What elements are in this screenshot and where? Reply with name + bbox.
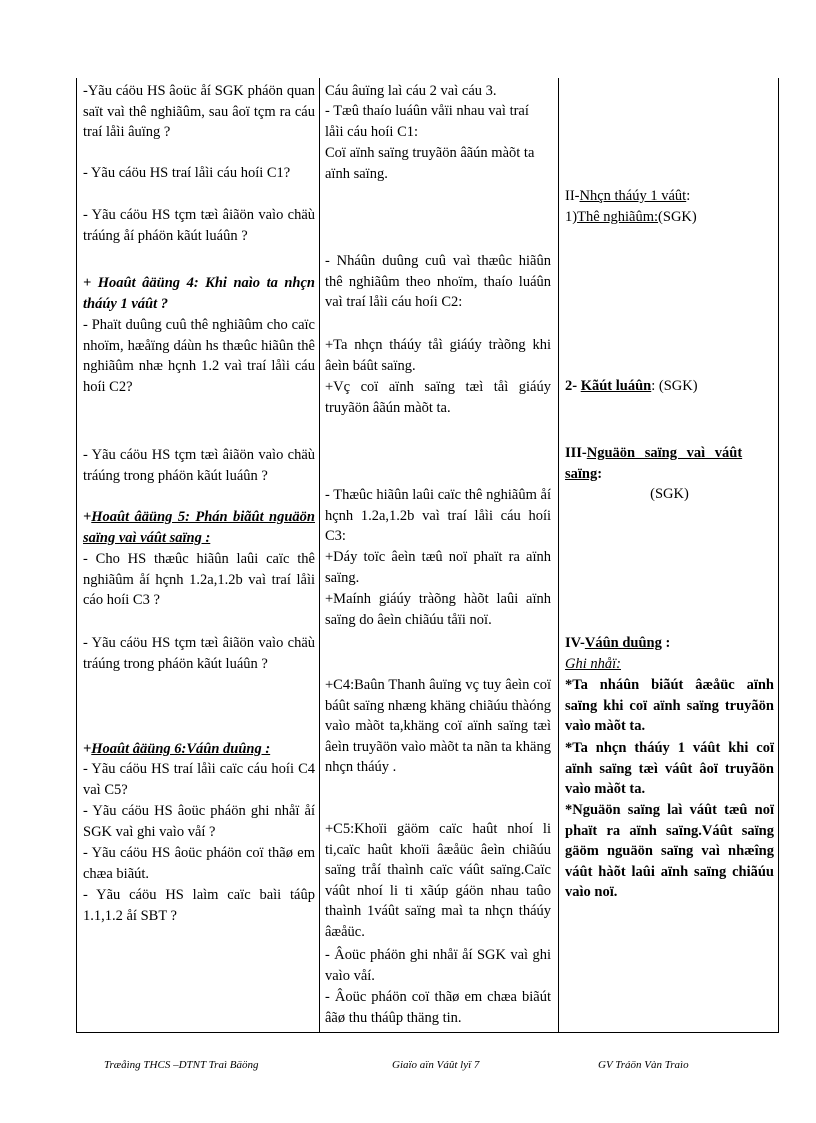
heading-text: Hoaût âäüng 6:Váûn duûng : [91, 741, 271, 757]
student-activity: +Vç coï aïnh saïng tæì tåì giáúy truyãön âãún màõt ta. [325, 379, 551, 416]
teacher-activity: - Phaït duûng cuû thê nghiãûm cho caïc nhoïm, hæåïng dáùn hs thæûc hiãûn thê nghiãûm nhæ hçnh 1.2 vaì traí låìi cáu hoíi C2? [83, 317, 315, 395]
footer-school: Træåìng THCS –DTNT Traì Bäöng [104, 1059, 259, 1071]
section-title: Nhçn tháúy 1 váût [579, 188, 687, 204]
teacher-activity: - Yãu cáöu HS traí låìi caïc cáu hoíi C4 vaì C5? [83, 761, 315, 798]
subsection-number: 1) [565, 209, 578, 225]
teacher-activity: - Cho HS thæûc hiãûn laûi caïc thê nghiãûm åí hçnh 1.2a,1.2b vaì traí låìi cáo hoíi C3 ? [83, 551, 315, 609]
subsection-ref: (SGK) [658, 209, 697, 225]
heading-prefix: + [83, 509, 92, 525]
section-number: III- [565, 445, 587, 461]
teacher-activity: - Yãu cáöu HS tçm tæì âiãön vaìo chäù tráúng trong pháön kãút luáûn ? [83, 635, 315, 672]
teacher-activities-column [77, 78, 320, 1032]
student-activity: +Dáy toïc âeìn tæû noï phaït ra aïnh saïng. [325, 549, 551, 586]
section-number: II- [565, 188, 580, 204]
section-colon: : [661, 635, 671, 651]
section-colon: : [686, 188, 691, 204]
activity-heading-4: + Hoaût âäüng 4: Khi naìo ta nhçn tháúy 1 váût ? [83, 275, 315, 312]
student-activity: +Maính giáúy tràõng hàõt laûi aïnh saïng do âeìn chiãúu tåïi noï. [325, 591, 551, 628]
student-activity: +Ta nhçn tháúy tåì giáúy tràõng khi âeìn báût saïng. [325, 337, 551, 374]
lesson-content-column [559, 78, 779, 1032]
memo-note: *Ta nháûn biãút âæåüc aïnh saïng khi coï aïnh saïng truyãön vaìo màõt ta. [565, 677, 774, 735]
lesson-plan-table [76, 78, 779, 1033]
memo-heading: Ghi nhåï: [565, 656, 621, 672]
footer-subject: Giaïo aïn Váût lyï 7 [392, 1059, 480, 1071]
student-activity: - Thæûc hiãûn laûi caïc thê nghiãûm åí hçnh 1.2a,1.2b vaì traí låìi cáu hoíi C3: [325, 487, 551, 545]
section-number: IV- [565, 635, 585, 651]
teacher-activity: - Yãu cáöu HS âoüc pháön coï thãø em chæa biãút. [83, 845, 315, 882]
heading-text: Hoaût âäüng 5: Phán biãût nguäön saïng vaì váût saïng : [83, 509, 315, 546]
section-heading-2 [565, 186, 774, 207]
section-colon: : [597, 465, 603, 482]
section-heading-3 [565, 443, 774, 484]
subsection-ref: : (SGK) [651, 378, 698, 394]
student-activity: - Âoüc pháön coï thãø em chæa biãút âãø thu tháûp thäng tin. [325, 989, 551, 1026]
subsection-conclusion [565, 376, 774, 397]
student-activity: +C4:Baûn Thanh âuïng vç tuy âeìn coï báût saïng nhæng khäng chiãúu thàóng vaìo màõt ta,khäng coï aïnh saïng tæì âeìn truyãön vaìo màõt ta nãn ta khäng nhçn tháúy . [325, 677, 551, 776]
teacher-activity: -Yãu cáöu HS âoüc åí SGK pháön quan saït vaì thê nghiãûm, sau âoï tçm ra cáu traí låìi âuïng ? [83, 83, 315, 141]
student-activities-column [320, 78, 559, 1032]
student-activity: Coï aïnh saïng truyãön âãún màõt ta aïnh saïng. [325, 145, 535, 182]
subsection-number: 2- [565, 378, 578, 394]
student-activity: - Tæû thaío luáûn våïi nhau vaì traí låìi cáu hoíi C1: [325, 103, 529, 140]
student-activity: - Nháûn duûng cuû vaì thæûc hiãûn thê nghiãûm theo nhoïm, thaío luáûn vaì traí låìi cáu hoíi C2: [325, 253, 551, 311]
activity-heading-6 [83, 739, 315, 760]
subsection-title: Kãút luáûn [580, 378, 652, 394]
activity-heading-5 [83, 507, 315, 548]
subsection-title: Thê nghiãûm: [577, 209, 659, 225]
teacher-activity: - Yãu cáöu HS tçm tæì âiãön vaìo chäù tráúng åí pháön kãút luáûn ? [83, 207, 315, 244]
memo-note: *Ta nhçn tháúy 1 váût khi coï aïnh saïng tæì váût âoï truyãön vaìo màõt ta. [565, 740, 774, 798]
footer-teacher: GV Tráön Vàn Traìo [598, 1059, 689, 1071]
section-title: Váûn duûng [584, 635, 662, 651]
section-title: Nguäön saïng vaì váût saïng [565, 445, 743, 482]
heading-prefix: + [83, 741, 92, 757]
teacher-activity: - Yãu cáöu HS tçm tæì âiãön vaìo chäù tráúng trong pháön kãút luáûn ? [83, 447, 315, 484]
section-heading-4 [565, 633, 774, 654]
subsection-experiment [565, 207, 774, 228]
teacher-activity: - Yãu cáöu HS laìm caïc baìi táûp 1.1,1.2 åí SBT ? [83, 887, 315, 924]
section-ref: (SGK) [650, 486, 689, 502]
memo-note: *Nguäön saïng laì váût tæû noï phaït ra aïnh saïng.Váût saïng gäöm nguäön saïng vaì nhæîng váût hàõt laûi aïnh saïng chiãúu vaìo noï. [565, 802, 774, 901]
student-activity: +C5:Khoïi gäöm caïc haût nhoí li ti,caïc haût khoïi âæåüc âeìn chiãúu saïng tråí thaình caïc váût saïng.Caïc váût nhoí li ti xãúp gáön nhau taûo thaình 1váût saïng maì ta nhçn tháúy âæåüc. [325, 821, 551, 940]
student-activity: - Âoüc pháön ghi nhåï åí SGK vaì ghi vaìo våí. [325, 947, 551, 984]
student-activity: Cáu âuïng laì cáu 2 vaì cáu 3. [325, 83, 497, 99]
teacher-activity: - Yãu cáöu HS traí låìi cáu hoíi C1? [83, 165, 291, 181]
teacher-activity: - Yãu cáöu HS âoüc pháön ghi nhåï åí SGK vaì ghi vaìo våí ? [83, 803, 315, 840]
